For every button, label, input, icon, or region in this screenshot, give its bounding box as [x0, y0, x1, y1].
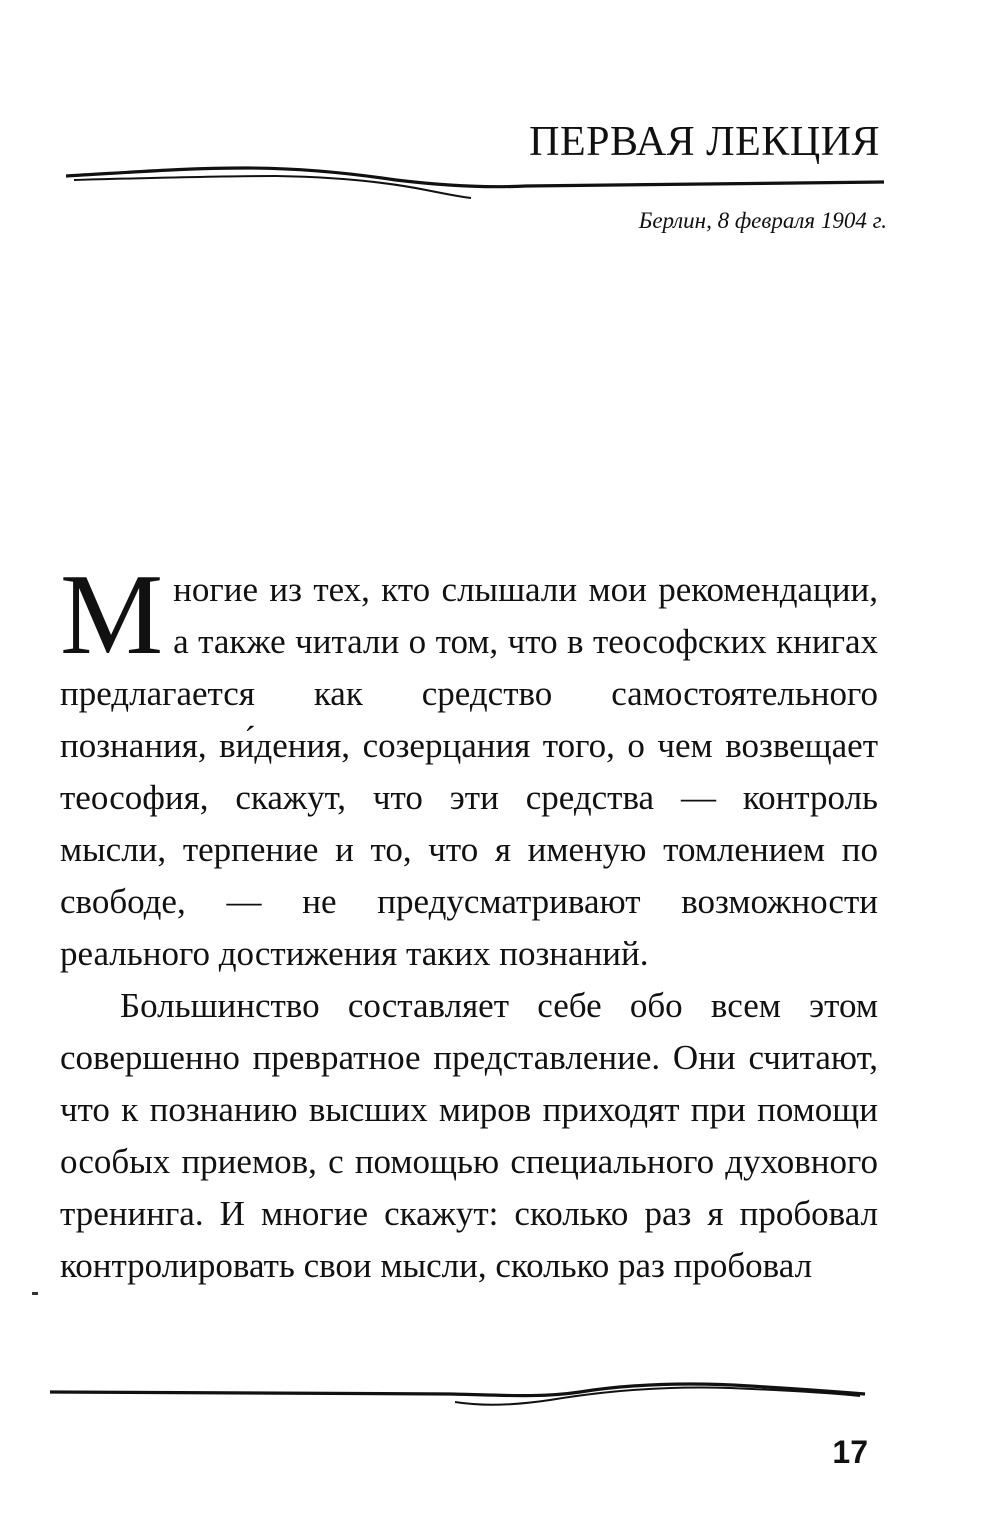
top-flourish-ornament	[66, 150, 886, 210]
paragraph-1	[60, 551, 878, 980]
bottom-flourish-ornament	[50, 1380, 870, 1430]
margin-mark	[32, 1292, 38, 1295]
lecture-body	[60, 551, 878, 1292]
drop-cap: М	[60, 551, 164, 679]
paragraph-2: Большинство составляет себе обо всем этом совершенно превратное представление. Они считают, что к познанию высших миров приходят при помощи особых приемов, с помощью специального духовного тренинга. И многие скажут: сколько раз я пробовал контролировать свои мысли, сколько раз пробовал	[60, 986, 878, 1285]
chapter-title: ПЕРВАЯ ЛЕКЦИЯ	[529, 119, 880, 165]
paragraph-1-text: ногие из тех, кто слышали мои рекомендации, а также читали о том, что в теософских книгах предлагается как средство самостоятельного познания, ви́дения, созерцания того, о чем возвещает теософия, скажут, что эти средства — контроль мысли, терпение и то, что я именую томлением по свободе, — не предусматривают возможности реального достижения таких познаний.	[60, 570, 878, 973]
page-number: 17	[832, 1434, 868, 1470]
lecture-dateline: Берлин, 8 февраля 1904 г.	[638, 208, 887, 233]
